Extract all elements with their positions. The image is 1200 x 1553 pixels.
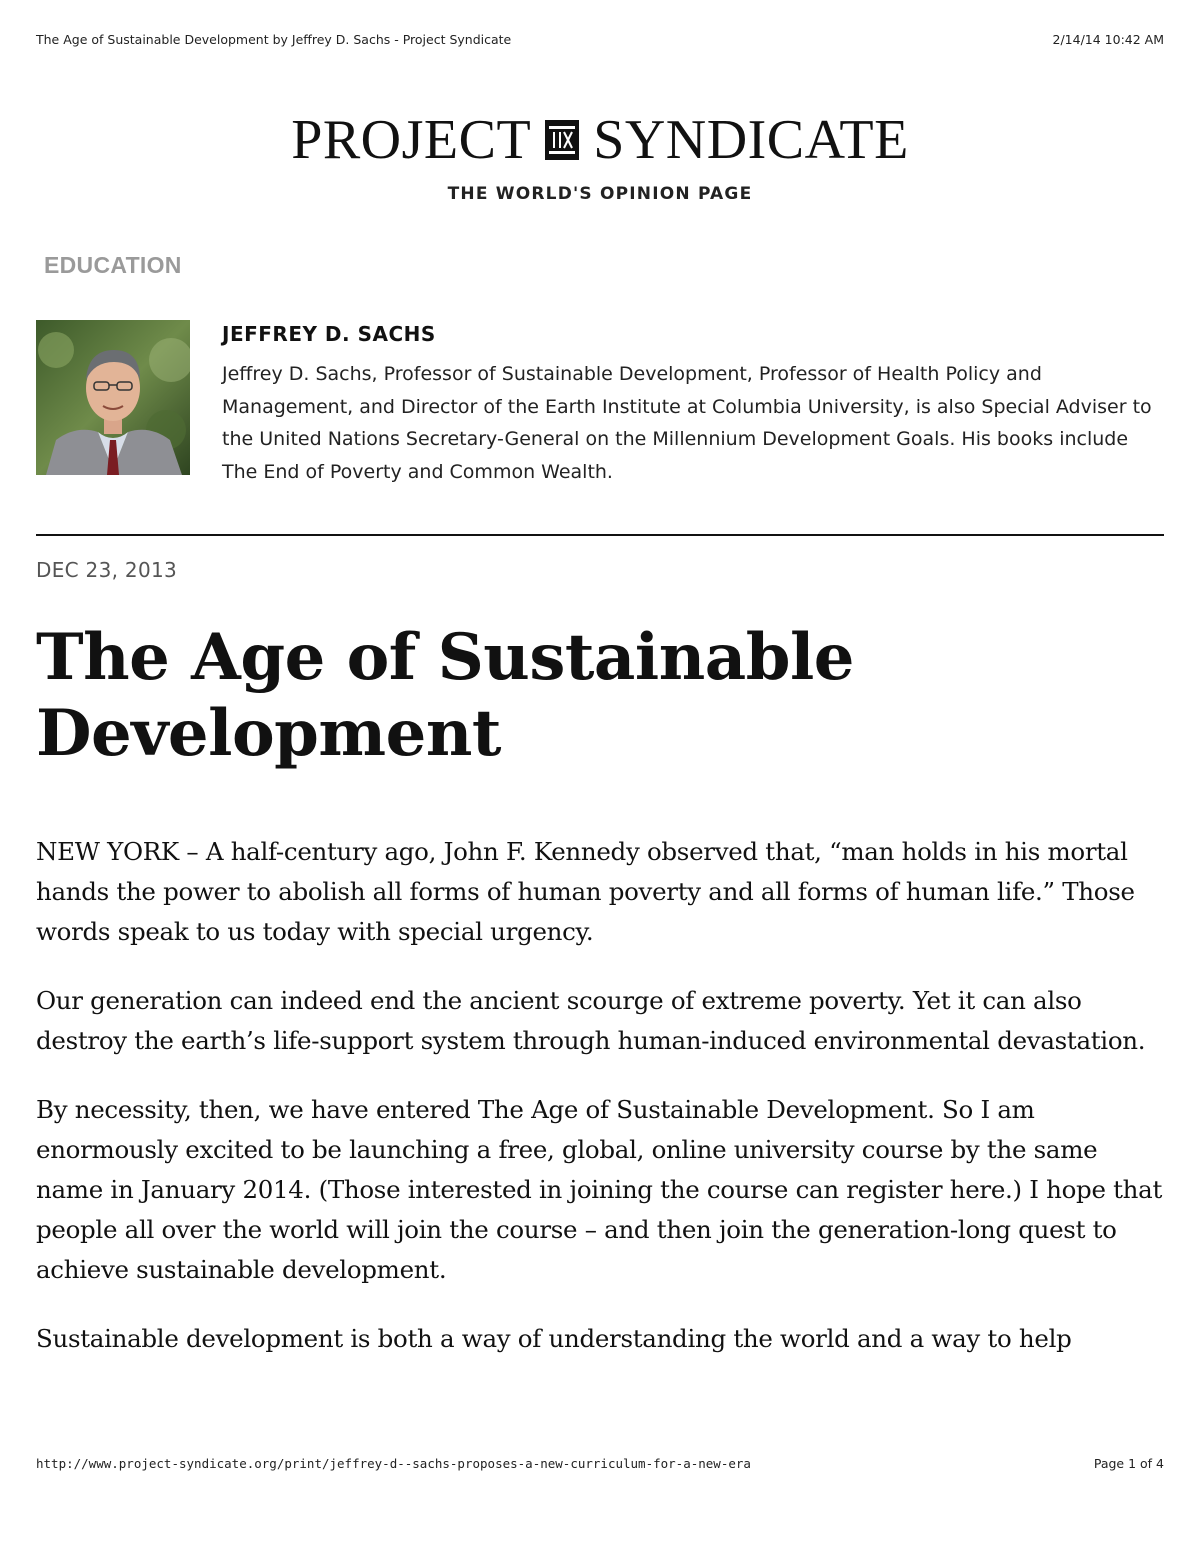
logo-word-left: PROJECT (291, 109, 532, 171)
masthead (0, 109, 1200, 204)
print-footer (36, 1456, 1164, 1471)
article-paragraph: Our generation can indeed end the ancient scourge of extreme poverty. Yet it can also destroy the earth’s life-support system through human-induced environmental devastation. (36, 986, 1146, 1055)
article-paragraph: NEW YORK – A half-century ago, John F. Kennedy observed that, “man holds in his mortal hands the power to abolish all forms of human poverty and all forms of human life.” Those words speak to us today with special urgency. (36, 837, 1135, 946)
page-number: Page 1 of 4 (1093, 1456, 1164, 1471)
article-paragraph: By necessity, then, we have entered The Age of Sustainable Development. So I am enormously excited to be launching a free, global, online university course by the same name in January 2014. (Those interested in joining the course can register here.) I hope that people all over the world will join the course – and then join the generation-long quest to achieve sustainable development. (36, 1095, 1163, 1284)
divider (36, 534, 1164, 536)
section-label[interactable]: EDUCATION (44, 252, 182, 278)
article-body (36, 832, 1166, 1388)
author-name[interactable]: JEFFREY D. SACHS (222, 322, 436, 346)
print-url: http://www.project-syndicate.org/print/jeffrey-d--sachs-proposes-a-new-curriculum-for-a-new-era (36, 1456, 751, 1471)
tagline: THE WORLD'S OPINION PAGE (447, 184, 753, 204)
site-logo[interactable] (0, 109, 1200, 171)
print-header (36, 32, 1164, 47)
print-timestamp: 2/14/14 10:42 AM (1052, 32, 1164, 47)
article-title: The Age of Sustainable Development (36, 620, 854, 771)
print-page-title: The Age of Sustainable Development by Jeffrey D. Sachs - Project Syndicate (36, 32, 512, 47)
author-block (222, 322, 1162, 488)
author-bio: Jeffrey D. Sachs, Professor of Sustainable Development, Professor of Health Policy and Management, and Director of the Earth Institute at Columbia University, is also Special Adviser to the United Nations Secretary-General on the Millennium Development Goals. His books include The End of Poverty and Common Wealth. (222, 363, 1152, 483)
logo-mark-icon (545, 120, 579, 160)
article-date: DEC 23, 2013 (36, 558, 178, 582)
logo-word-right: SYNDICATE (593, 109, 909, 171)
author-photo (36, 320, 190, 475)
article-paragraph: Sustainable development is both a way of understanding the world and a way to help (36, 1324, 1072, 1353)
